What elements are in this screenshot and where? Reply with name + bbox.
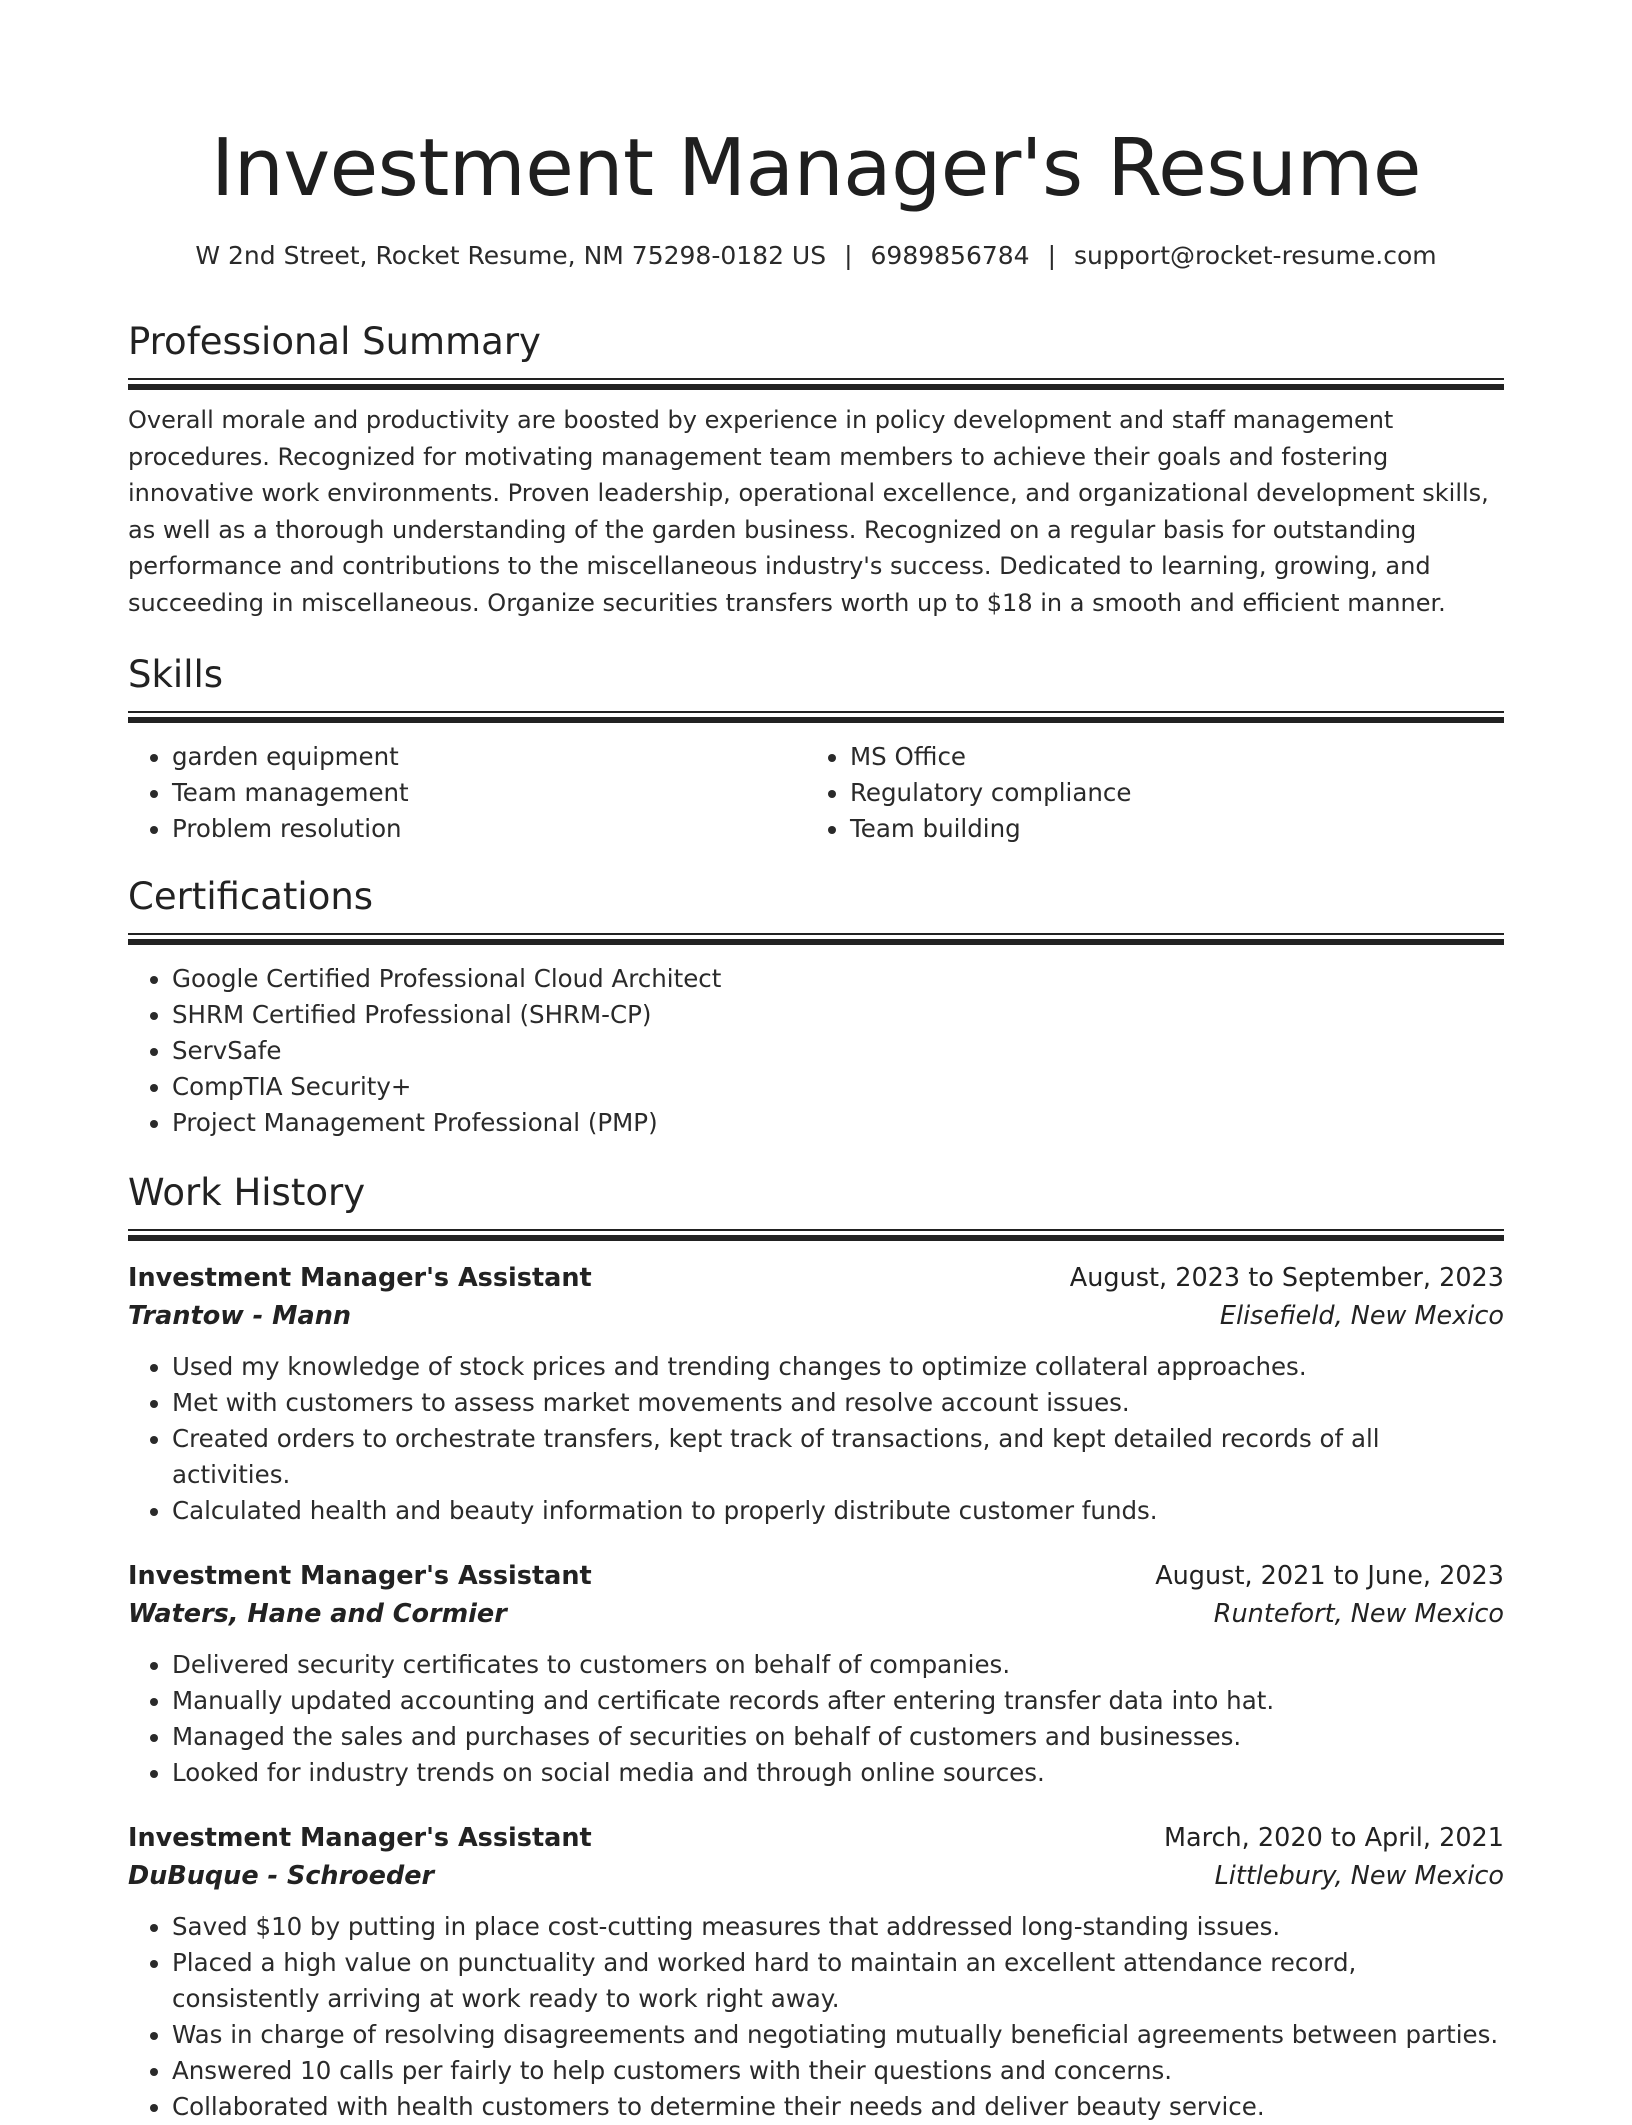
certification-item: • SHRM Certified Professional (SHRM-CP) xyxy=(172,997,1504,1033)
job-bullet: • Calculated health and beauty information to properly distribute customer funds. xyxy=(172,1493,1504,1529)
summary-heading: Professional Summary xyxy=(128,320,541,363)
job-bullet: • Saved $10 by putting in place cost-cutting measures that addressed long-standing issues. xyxy=(172,1909,1504,1945)
job-bullet: • Used my knowledge of stock prices and trending changes to optimize collateral approaches. xyxy=(172,1349,1504,1385)
job-entry xyxy=(128,1557,1504,1791)
job-entry xyxy=(128,1259,1504,1529)
contact-line xyxy=(128,238,1504,274)
job-bullet: • Managed the sales and purchases of securities on behalf of customers and businesses. xyxy=(172,1719,1504,1755)
section-divider xyxy=(128,933,1504,935)
job-company: Trantow - Mann xyxy=(128,1301,352,1331)
section-divider xyxy=(128,384,1504,390)
job-bullets xyxy=(128,1909,1504,2125)
contact-separator: | xyxy=(1047,241,1057,270)
job-title: Investment Manager's Assistant xyxy=(128,1823,592,1853)
job-entry xyxy=(128,1819,1504,2125)
summary-text: Overall morale and productivity are boosted by experience in policy development and staff management procedures. Recognized for motivating management team members to achieve their goals and fostering innovative work environments. Proven leadership, operational excellence, and organizational development skills, as well as a thorough understanding of the garden business. Recognized on a regular basis for outstanding performance and contributions to the miscellaneous industry's success. Dedicated to learning, growing, and succeeding in miscellaneous. Organize securities transfers worth up to $18 in a smooth and efficient manner. xyxy=(128,406,1489,617)
skill-item: • garden equipment xyxy=(172,739,806,775)
job-bullet: • Was in charge of resolving disagreements and negotiating mutually beneficial agreements between parties. xyxy=(172,2017,1504,2053)
job-header xyxy=(128,1819,1504,1857)
section-divider xyxy=(128,1235,1504,1241)
certifications-section xyxy=(128,873,1504,1141)
work-history-heading: Work History xyxy=(128,1171,366,1214)
section-divider xyxy=(128,378,1504,380)
job-subheader xyxy=(128,1857,1504,1895)
certification-item: • ServSafe xyxy=(172,1033,1504,1069)
skill-item: • Problem resolution xyxy=(172,811,806,847)
skills-section xyxy=(128,651,1504,847)
job-dates: August, 2023 to September, 2023 xyxy=(1069,1263,1504,1293)
job-bullet: • Answered 10 calls per fairly to help customers with their questions and concerns. xyxy=(172,2053,1504,2089)
section-divider xyxy=(128,939,1504,945)
job-header xyxy=(128,1259,1504,1297)
job-company: DuBuque - Schroeder xyxy=(128,1861,435,1891)
contact-phone: 6989856784 xyxy=(870,241,1030,270)
contact-address: W 2nd Street, Rocket Resume, NM 75298-0182 US xyxy=(195,241,827,270)
certification-item: • CompTIA Security+ xyxy=(172,1069,1504,1105)
contact-separator: | xyxy=(844,241,853,270)
job-location: Littlebury, New Mexico xyxy=(1214,1861,1504,1891)
skills-column-right xyxy=(806,739,1484,847)
job-location: Runtefort, New Mexico xyxy=(1213,1599,1504,1629)
job-bullet: • Collaborated with health customers to determine their needs and deliver beauty service. xyxy=(172,2089,1504,2125)
job-subheader xyxy=(128,1595,1504,1633)
job-bullets xyxy=(128,1349,1504,1529)
job-bullet: • Met with customers to assess market movements and resolve account issues. xyxy=(172,1385,1504,1421)
section-divider xyxy=(128,717,1504,723)
job-dates: March, 2020 to April, 2021 xyxy=(1163,1823,1504,1853)
job-bullet: • Created orders to orchestrate transfers, kept track of transactions, and kept detailed records of all activities. xyxy=(172,1421,1504,1493)
certification-item: • Google Certified Professional Cloud Architect xyxy=(172,961,1504,997)
certification-item: • Project Management Professional (PMP) xyxy=(172,1105,1504,1141)
skill-item: • Team building xyxy=(850,811,1484,847)
resume-title: Investment Manager's Resume xyxy=(210,122,1422,214)
section-divider xyxy=(128,711,1504,713)
contact-email[interactable]: support@rocket-resume.com xyxy=(1074,241,1437,270)
skill-item: • MS Office xyxy=(850,739,1484,775)
job-title: Investment Manager's Assistant xyxy=(128,1561,592,1591)
job-dates: August, 2021 to June, 2023 xyxy=(1155,1561,1504,1591)
job-header xyxy=(128,1557,1504,1595)
summary-section xyxy=(128,318,1504,621)
skills-column-left xyxy=(128,739,806,847)
skill-item: • Regulatory compliance xyxy=(850,775,1484,811)
job-bullet: • Delivered security certificates to customers on behalf of companies. xyxy=(172,1647,1504,1683)
certifications-list xyxy=(128,961,1504,1141)
work-history-section xyxy=(128,1169,1504,2125)
job-company: Waters, Hane and Cormier xyxy=(128,1599,507,1629)
job-title: Investment Manager's Assistant xyxy=(128,1263,592,1293)
job-bullet: • Looked for industry trends on social media and through online sources. xyxy=(172,1755,1504,1791)
job-bullet: • Placed a high value on punctuality and worked hard to maintain an excellent attendance record, consistently arriving at work ready to work right away. xyxy=(172,1945,1504,2017)
job-location: Elisefield, New Mexico xyxy=(1219,1301,1504,1331)
certifications-heading: Certifications xyxy=(128,875,374,918)
skills-grid xyxy=(128,739,1504,847)
skill-item: • Team management xyxy=(172,775,806,811)
skills-heading: Skills xyxy=(128,653,224,696)
section-divider xyxy=(128,1229,1504,1231)
job-bullets xyxy=(128,1647,1504,1791)
job-subheader xyxy=(128,1297,1504,1335)
job-bullet: • Manually updated accounting and certificate records after entering transfer data into hat. xyxy=(172,1683,1504,1719)
